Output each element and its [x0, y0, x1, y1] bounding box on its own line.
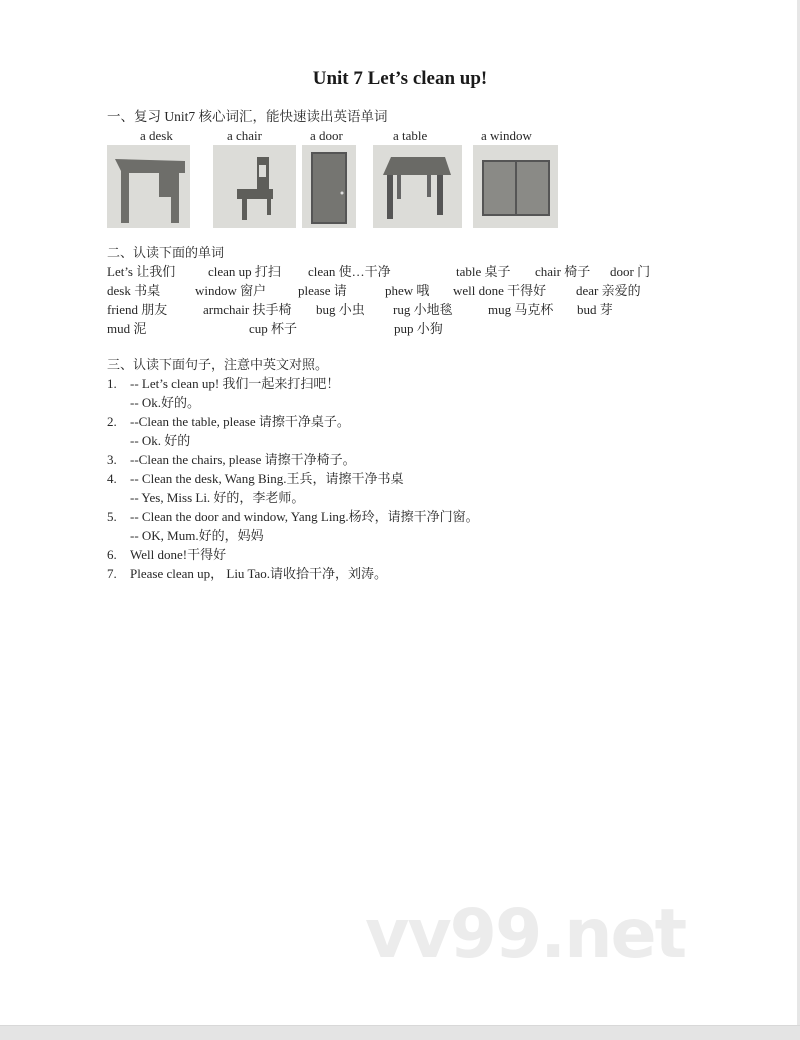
word-item: mud 泥	[107, 321, 147, 336]
table-picture	[373, 145, 462, 228]
word-item: please 请	[298, 283, 347, 298]
word-item: mug 马克杯	[488, 302, 554, 317]
sentence-text: -- Ok.好的。	[130, 395, 201, 410]
word-item: bud 芽	[577, 302, 613, 317]
sentence-text: -- Let’s clean up! 我们一起来打扫吧！	[130, 376, 340, 391]
sentence-number: 1.	[107, 376, 117, 391]
word-item: desk 书桌	[107, 283, 161, 298]
word-item: friend 朋友	[107, 302, 168, 317]
sentence-text: -- Yes, Miss Li. 好的，李老师。	[130, 490, 305, 505]
word-item: chair 椅子	[535, 264, 591, 279]
section2-heading: 二、认读下面的单词	[107, 245, 225, 260]
word-item: clean 使…干净	[308, 264, 391, 279]
desk-picture	[107, 145, 190, 228]
word-item: Let’s 让我们	[107, 264, 176, 279]
word-item: table 桌子	[456, 264, 511, 279]
word-item: cup 杯子	[249, 321, 298, 336]
word-item: window 窗户	[195, 283, 267, 298]
word-item: well done 干得好	[453, 283, 547, 298]
sentence-text: -- Clean the door and window, Yang Ling.杨玲，请擦干净门窗。	[130, 509, 479, 524]
sentence-number: 2.	[107, 414, 117, 429]
chair-picture	[213, 145, 296, 228]
word-item: bug 小虫	[316, 302, 365, 317]
vocab-label: a chair	[227, 128, 263, 143]
horizontal-scrollbar[interactable]	[0, 1025, 800, 1040]
word-item: clean up 打扫	[208, 264, 281, 279]
sentence-text: -- OK, Mum.好的，妈妈	[130, 528, 264, 543]
page-title: Unit 7 Let’s clean up!	[312, 68, 488, 89]
section1-heading: 一、复习 Unit7 核心词汇，能快速读出英语单词	[107, 109, 388, 124]
word-item: dear 亲爱的	[576, 283, 641, 298]
word-item: rug 小地毯	[393, 302, 453, 317]
word-item: pup 小狗	[394, 321, 443, 336]
vocab-label: a window	[481, 128, 532, 143]
sentence-number: 5.	[107, 509, 117, 524]
sentence-text: -- Ok. 好的	[130, 433, 191, 448]
sentence-number: 6.	[107, 547, 117, 562]
word-item: armchair 扶手椅	[203, 302, 292, 317]
sentence-text: --Clean the table, please 请擦干净桌子。	[130, 414, 350, 429]
vocab-label: a desk	[140, 128, 173, 143]
word-item: phew 哦	[385, 283, 430, 298]
watermark: vv99.net	[365, 895, 686, 974]
sentence-number: 7.	[107, 566, 117, 581]
window-picture	[473, 145, 558, 228]
sentence-text: Please clean up， Liu Tao.请收拾干净，刘涛。	[130, 566, 388, 581]
section3-heading: 三、认读下面句子，注意中英文对照。	[107, 357, 329, 372]
vocab-label: a door	[310, 128, 343, 143]
sentence-text: Well done!干得好	[130, 547, 227, 562]
sentence-text: -- Clean the desk, Wang Bing.王兵，请擦干净书桌	[130, 471, 404, 486]
sentence-text: --Clean the chairs, please 请擦干净椅子。	[130, 452, 356, 467]
door-picture	[302, 145, 356, 228]
sentence-number: 3.	[107, 452, 117, 467]
word-item: door 门	[610, 264, 651, 279]
vocab-label: a table	[393, 128, 428, 143]
sentence-number: 4.	[107, 471, 117, 486]
